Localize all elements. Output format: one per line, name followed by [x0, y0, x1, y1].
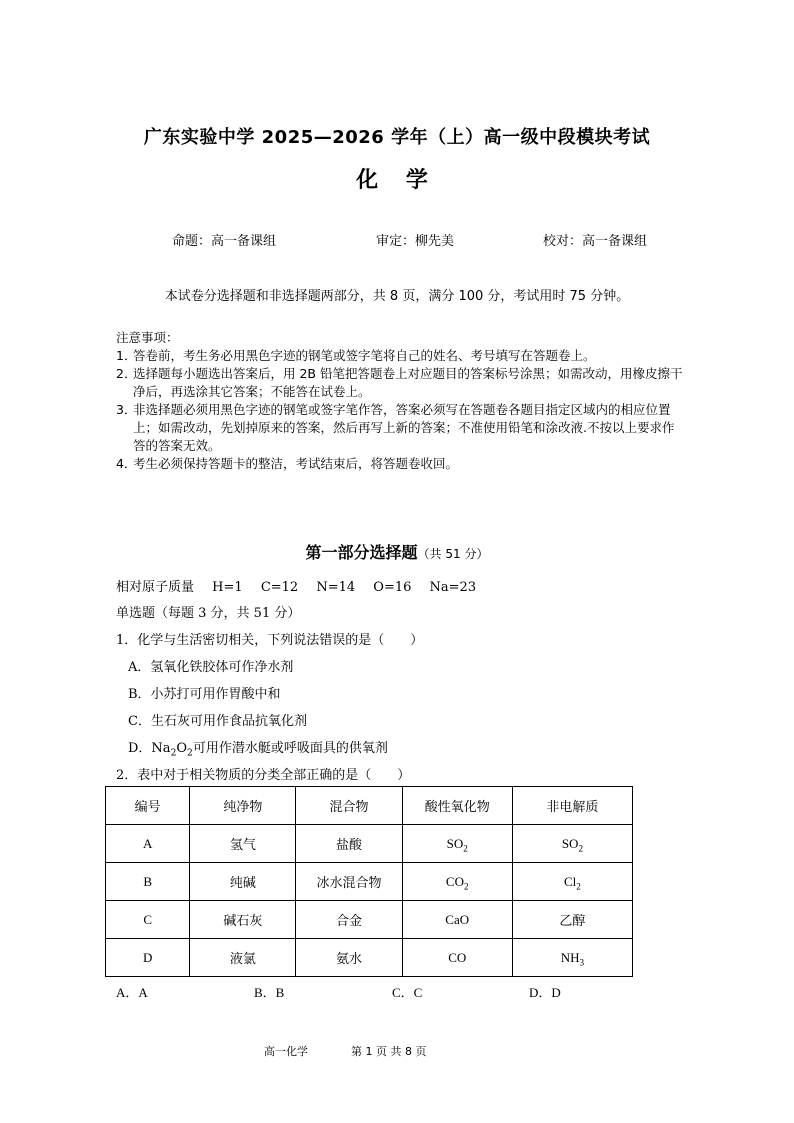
table-cell [402, 863, 512, 901]
question-1-option-d [128, 737, 388, 759]
formula-subscript: 2 [578, 843, 583, 854]
table-header-cell: 酸性氧化物 [402, 787, 512, 825]
notice-title: 注意事项： [116, 330, 179, 345]
section-label: 单选题（每题 3 分，共 51 分） [116, 606, 301, 621]
table-cell: B [106, 863, 190, 901]
notice-item [116, 455, 686, 473]
table-row [106, 901, 633, 939]
option-d-sub2: 2 [187, 748, 193, 759]
question-2-answer-b: B．B [254, 985, 285, 1000]
footer-page-number: 第 1 页 共 8 页 [351, 1045, 427, 1058]
formula: Cl [563, 873, 577, 889]
table-header-row [106, 787, 633, 825]
option-d-sub1: 2 [170, 748, 177, 759]
formula-subscript: 2 [576, 881, 581, 892]
table-cell: 冰水混合物 [296, 863, 402, 901]
table-cell [402, 825, 512, 863]
question-1-option-c: C．生石灰可用作食品抗氧化剂 [128, 714, 307, 729]
formula: SO [561, 835, 579, 851]
table-header-cell: 纯净物 [190, 787, 296, 825]
table-cell: 氨水 [296, 939, 402, 977]
question-1-option-a: A．氢氧化铁胶体可作净水剂 [128, 660, 294, 675]
notice-item [116, 365, 686, 401]
question-2-answer-c: C．C [392, 985, 423, 1000]
table-cell: C [106, 901, 190, 939]
part1-score-note: （共 51 分） [417, 547, 489, 561]
question-2-answer-d: D．D [529, 985, 561, 1000]
table-cell: 纯碱 [190, 863, 296, 901]
option-d-mid: O [176, 741, 188, 756]
notice-item-text: 非选择题必须用黑色字迹的钢笔或签字笔作答，答案必须写在答题卷各题目指定区域内的相应位置上；如需改动，先划掉原来的答案，然后再写上新的答案；不准使用铅笔和涂改液.不按以上要求作答的答案无效。 [133, 402, 675, 453]
question-1-stem: 1．化学与生活密切相关，下列说法错误的是（ ） [116, 633, 424, 648]
atomic-mass-line [116, 576, 476, 595]
reviewer-line: 审定：柳先美 [376, 234, 455, 249]
option-d-prefix: D．Na [128, 741, 171, 756]
option-d-suffix: 可用作潜水艇或呼吸面具的供氧剂 [192, 741, 388, 756]
proofreader-line: 校对：高一备课组 [543, 234, 648, 249]
table-cell: CaO [402, 901, 512, 939]
notice-item-number: 1． [116, 348, 137, 363]
page-footer [264, 1043, 426, 1059]
notice-item-number: 4． [116, 456, 137, 471]
exam-title: 广东实验中学 2025—2026 学年（上）高一级中段模块考试 [143, 127, 651, 148]
table-cell: CO [402, 939, 512, 977]
table-row [106, 863, 633, 901]
classification-table [105, 786, 633, 977]
notice-item-number: 2． [116, 366, 137, 381]
atomic-mass-o: O=16 [373, 580, 412, 595]
part1-heading [0, 540, 794, 563]
notice-item-text: 选择题每小题选出答案后，用 2B 铅笔把答题卷上对应题目的答案标号涂黑；如需改动，用橡皮擦干净后，再选涂其它答案；不能答在试卷上。 [133, 366, 683, 399]
table-cell: 盐酸 [296, 825, 402, 863]
formula: NH [560, 949, 580, 965]
table-cell: 液氯 [190, 939, 296, 977]
notice-item-number: 3． [116, 402, 137, 417]
table-header-cell: 混合物 [296, 787, 402, 825]
exam-intro: 本试卷分选择题和非选择题两部分，共 8 页，满分 100 分，考试用时 75 分钟。 [164, 289, 630, 304]
formula-subscript: 2 [463, 843, 468, 854]
table-cell [512, 939, 632, 977]
table-header-cell: 编号 [106, 787, 190, 825]
formula: SO [446, 835, 464, 851]
table-cell: A [106, 825, 190, 863]
atomic-mass-na: Na=23 [429, 580, 477, 595]
notice-block [116, 329, 686, 473]
atomic-mass-c: C=12 [260, 580, 299, 595]
atomic-mass-n: N=14 [316, 580, 356, 595]
notice-item-text: 考生必须保持答题卡的整洁，考试结束后，将答题卷收回。 [133, 456, 459, 471]
table-cell: D [106, 939, 190, 977]
question-1-option-b: B．小苏打可用作胃酸中和 [128, 687, 281, 702]
table-row [106, 939, 633, 977]
table-cell: 碱石灰 [190, 901, 296, 939]
formula-subscript: 2 [463, 881, 469, 892]
notice-item [116, 347, 686, 365]
table-cell [512, 825, 632, 863]
table-row [106, 825, 633, 863]
atomic-mass-label: 相对原子质量 [116, 580, 195, 595]
part1-title: 第一部分选择题 [305, 543, 418, 562]
formula-subscript: 3 [579, 957, 585, 968]
table-header-cell: 非电解质 [512, 787, 632, 825]
notice-item-text: 答卷前，考生务必用黑色字迹的钢笔或签字笔将自己的姓名、考号填写在答题卷上。 [133, 348, 596, 363]
question-2-answer-a: A．A [116, 985, 148, 1000]
table-cell [512, 863, 632, 901]
table-cell: 合金 [296, 901, 402, 939]
atomic-mass-h: H=1 [212, 580, 243, 595]
formula: CO [445, 873, 464, 889]
subject-title: 化 学 [356, 168, 438, 193]
notice-item [116, 401, 686, 455]
table-cell: 乙醇 [512, 901, 632, 939]
setter-line: 命题：高一备课组 [172, 234, 277, 249]
question-2-stem: 2．表中对于相关物质的分类全部正确的是（ ） [116, 768, 411, 783]
table-cell: 氢气 [190, 825, 296, 863]
footer-course: 高一化学 [264, 1045, 308, 1058]
